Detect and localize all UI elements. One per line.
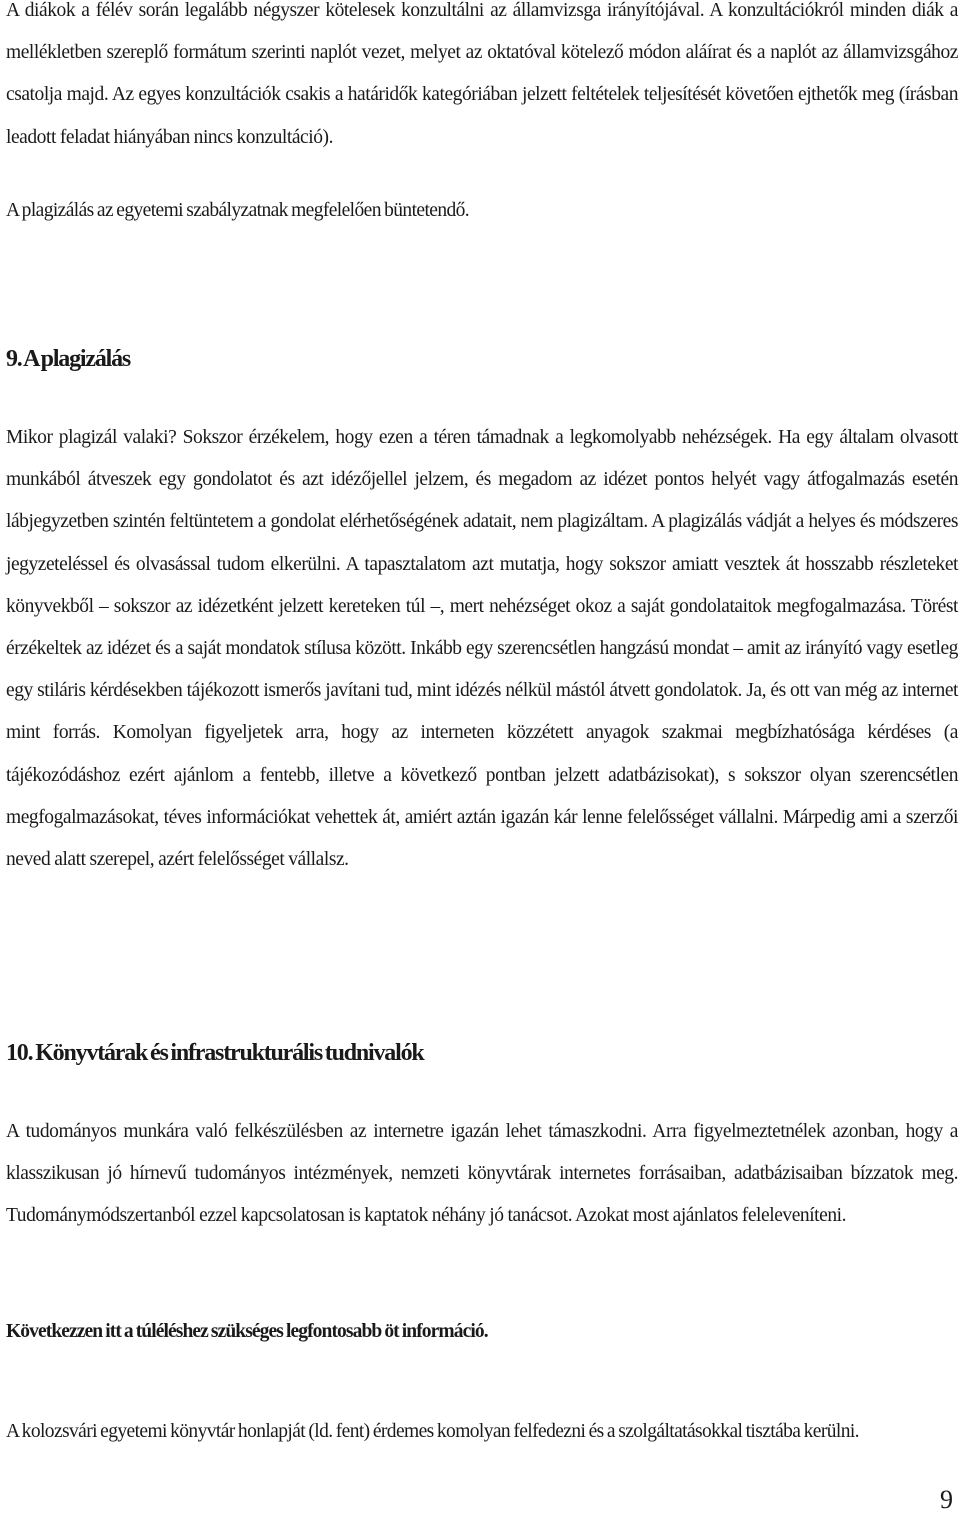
consultation-paragraph: A diákok a félév során legalább négyszer kötelesek konzultálni az államvizsga irányítójával. A konzultációkról minden diák a mellékletben szereplő formátum szerinti naplót vezet, melyet az oktatóval kötelező módon aláírat és a naplót az államvizsgához csatolja majd. Az egyes konzultációk csakis a határidők kategóriában jelzett feltételek teljesítését követően ejthetők meg (írásban leadott feladat hiányában nincs konzultáció). — [6, 0, 958, 148]
section-10-heading: 10. Könyvtárak és infrastrukturális tudnivalók — [6, 1040, 424, 1066]
plagiarism-paragraph: Mikor plagizál valaki? Sokszor érzékelem, hogy ezen a téren támadnak a legkomolyabb nehézségek. Ha egy általam olvasott munkából átveszek egy gondolatot és azt idézőjellel jelzem, és megadom az idézet pontos helyét vagy átfogalmazás esetén lábjegyzetben szintén feltüntetem a gondolat elérhetőségének adatait, nem plagizáltam. A plagizálás vádját a helyes és módszeres jegyzeteléssel és olvasással tudom elkerülni. A tapasztalatom azt mutatja, hogy sokszor amiatt vesztek át hosszabb részleteket könyvekből – sokszor az idézetként jelzett kereteken túl –, mert nehézséget okoz a saját gondolataitok megfogalmazása. Törést érzékeltek az idézet és a saját mondatok stílusa között. Inkább egy szerencsétlen hangzású mondat – amit az irányító vagy esetleg egy stiláris kérdésekben tájékozott ismerős javítani tud, mint idézés nélkül mástól átvett gondolatok. Ja, és ott van még az internet mint forrás. Komolyan figyeljetek arra, hogy az interneten közzétett anyagok szakmai megbízhatósága kérdéses (a tájékozódáshoz ezért ajánlom a fentebb, illetve a következő pontban jelzett adatbázisokat), s sokszor olyan szerencsétlen megfogalmazásokat, téves információkat vehettek át, amiért aztán igazán kár lenne felelősséget vállalni. Márpedig ami a szerzői neved alatt szerepel, azért felelősséget vállalsz. — [6, 427, 958, 871]
page-number: 9 — [940, 1485, 953, 1514]
libraries-paragraph: A tudományos munkára való felkészülésben az internetre igazán lehet támaszkodni. Arra figyelmeztetnélek azonban, hogy a klasszikusan jó hírnevű tudományos intézmények, nemzeti könyvtárak internetes forrásaiban, adatbázisaiban bízzatok meg. Tudománymódszertanból ezzel kapcsolatosan is kaptatok néhány jó tanácsot. Azokat most ajánlatos feleleveníteni. — [6, 1121, 958, 1227]
next-info-text: Következzen itt a túléléshez szükséges legfontosabb öt információ. — [6, 1321, 488, 1342]
plagiarism-penalty-text: A plagizálás az egyetemi szabályzatnak megfelelően büntetendő. — [6, 200, 470, 221]
library-homepage-text: A kolozsvári egyetemi könyvtár honlapját (ld. fent) érdemes komolyan felfedezni és a szolgáltatásokkal tisztába kerülni. — [6, 1421, 859, 1442]
section-9-heading: 9. A plagizálás — [6, 346, 131, 372]
